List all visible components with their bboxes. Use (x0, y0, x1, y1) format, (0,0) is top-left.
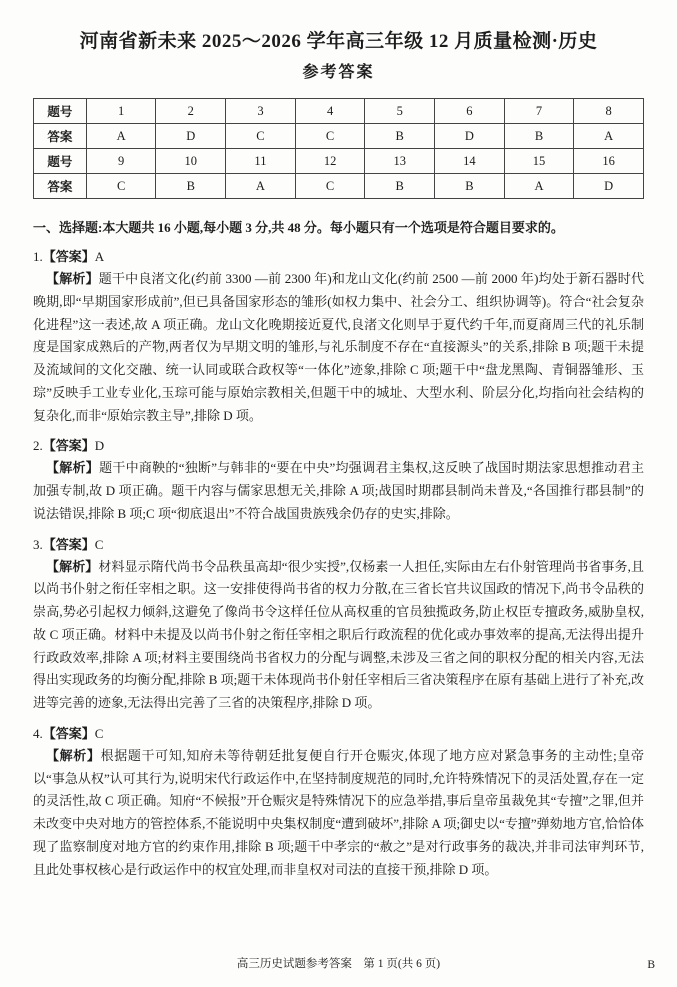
table-row (34, 174, 644, 199)
question-number-cell: 14 (435, 149, 505, 174)
question-number-cell: 3 (226, 99, 296, 124)
question-number-cell: 2 (156, 99, 226, 124)
question-number-cell: 11 (226, 149, 296, 174)
question-number-cell: 10 (156, 149, 226, 174)
answer-label: 【答案】 (42, 249, 95, 264)
analysis-text: 根据题干可知,知府未等待朝廷批复便自行开仓赈灾,体现了地方应对紧急事务的主动性;皇帝以“事急从权”认可其行为,说明宋代行政运作中,在坚持制度规范的同时,允许特殊情况下的灵活处置,存在一定的灵活性,故 C 项正确。知府“不候报”开仓赈灾是特殊情况下的应急举措,事后皇帝虽裁免其“专擅”之罪,但并未改变中央对地方的管控体系,不能说明中央集权制度“遭到破坏”,排除 A 项;御史以“专擅”弹劾地方官,恰恰体现了监察制度对地方官的约束作用,排除 B 项;题干中孝宗的“赦之”是对行政事务的裁决,并非司法审判环节,且此处事权核心是行政运作中的权宜处理,而非皇权对司法的直接干预,排除 D 项。 (33, 747, 644, 877)
question-number: 4. (33, 725, 43, 741)
answer-cell: B (365, 174, 435, 199)
answer-cell: B (435, 174, 505, 199)
analysis-label: 【解析】 (46, 747, 101, 763)
question-number-cell: 16 (574, 149, 644, 174)
answer-cell: C (86, 174, 156, 199)
answer-cell: B (156, 174, 226, 199)
question-block-3 (33, 534, 644, 715)
footer-text: 高三历史试题参考答案 第 1 页(共 6 页) (236, 958, 441, 970)
answer-table (33, 98, 644, 199)
answer-cell: D (156, 124, 226, 149)
row-label: 答案 (34, 174, 87, 199)
page-footer (0, 955, 677, 971)
answer-cell: D (574, 174, 644, 199)
answer-letter: A (94, 249, 105, 264)
answer-cell: B (365, 124, 435, 149)
question-answer-line (33, 723, 644, 742)
analysis-label: 【解析】 (46, 558, 99, 574)
question-number-cell: 8 (574, 99, 644, 124)
answer-cell: C (226, 124, 296, 149)
question-answer-line (33, 435, 644, 454)
paper-version-code: B (647, 959, 655, 971)
answer-label: 【答案】 (42, 536, 95, 552)
answer-cell: A (504, 174, 574, 199)
table-row (34, 149, 644, 174)
analysis-paragraph (33, 745, 644, 882)
analysis-text: 题干中商鞅的“独断”与韩非的“要在中央”均强调君主集权,这反映了战国时期法家思想推动君主加强专制,故 D 项正确。题干内容与儒家思想无关,排除 A 项;战国时期郡县制尚未普及,“各国推行郡县制”的说法错误,排除 B 项;C 项“彻底退出”不符合战国贵族残余仍存的史实,排除。 (33, 460, 644, 521)
answer-letter: D (94, 438, 105, 454)
page-subtitle: 参考答案 (302, 64, 375, 81)
analysis-label: 【解析】 (46, 271, 99, 286)
question-number-cell: 4 (295, 99, 365, 124)
answer-label: 【答案】 (42, 725, 95, 741)
question-number-cell: 13 (365, 149, 435, 174)
question-number-cell: 15 (504, 149, 574, 174)
answer-cell: A (574, 124, 644, 149)
answer-letter: C (94, 536, 104, 552)
question-number-cell: 12 (295, 149, 365, 174)
question-answer-line (33, 534, 644, 553)
question-number-cell: 9 (86, 149, 156, 174)
question-block-4 (33, 723, 644, 882)
analysis-paragraph (33, 457, 644, 525)
answer-cell: B (504, 124, 574, 149)
question-number-cell: 5 (365, 99, 435, 124)
question-number-cell: 6 (435, 99, 505, 124)
answer-cell: D (435, 124, 505, 149)
analysis-text: 材料显示隋代尚书令品秩虽高却“很少实授”,仅杨素一人担任,实际由左右仆射管理尚书省事务,且以尚书仆射之衔任宰相之职。这一安排使得尚书省的权力分散,在三省长官共议国政的情况下,尚书令品秩的崇高,势必引起权力倾斜,这避免了像尚书令这样任位从高权重的官员独揽政务,防止权臣专擅政务,威胁皇权,故 C 项正确。材料中未提及以尚书仆射之衔任宰相之职后行政流程的优化或办事效率的提高,无法得出提升行政政效率,排除 A 项;材料主要围绕尚书省权力的分配与调整,未涉及三省之间的职权分配的相关内容,无法得出实现政务的均衡分配,排除 B 项;题干未体现尚书仆射任宰相后三省决策程序在原有基础上进行了补充,改进等完善的迹象,无法得出完善了三省的决策程序,排除 D 项。 (33, 558, 644, 710)
analysis-label: 【解析】 (46, 460, 100, 476)
answer-letter: C (94, 725, 104, 741)
row-label: 答案 (34, 124, 87, 149)
question-number: 3. (33, 536, 43, 552)
answer-cell: C (295, 174, 365, 199)
question-number: 1. (33, 249, 43, 264)
page-title: 河南省新未来 2025～2026 学年高三年级 12 月质量检测·历史 (79, 31, 598, 52)
section-heading: 一、选择题:本大题共 16 小题,每小题 3 分,共 48 分。每小题只有一个选项是符合题目要求的。 (33, 220, 564, 235)
question-number: 2. (33, 438, 43, 454)
analysis-text: 题干中良渚文化(约前 3300 —前 2300 年)和龙山文化(约前 2500 —前 2000 年)均处于新石器时代晚期,即“早期国家形成前”,但已具备国家形态的雏形(如权力集中、社会分工、组织协调等)。符合“社会复杂化进程”这一表述,故 A 项正确。龙山文化晚期接近夏代,良渚文化则早于夏代约千年,而夏商周三代的礼乐制度是国家成熟后的产物,两者仅为早期文明的雏形,与礼乐制度不存在“直接源头”的关系,排除 B 项;题干未提及流域间的文化交融、统一认同或联合政权等“一体化”迹象,排除 C 项;题干中“盘龙黑陶、青铜器雏形、玉琮”反映手工业专业化,玉琮可能与原始宗教相关,但题干中的城址、大型水利、阶层分化,均指向社会结构的复杂化,而非“原始宗教主导”,排除 D 项。 (33, 271, 644, 423)
answer-cell: C (295, 124, 365, 149)
answer-label: 【答案】 (42, 438, 95, 454)
row-label: 题号 (34, 149, 87, 174)
analysis-paragraph (33, 556, 644, 715)
answer-cell: A (226, 174, 296, 199)
table-row (34, 124, 644, 149)
question-answer-line (33, 246, 644, 265)
question-block-1 (33, 246, 644, 427)
answer-cell: A (86, 124, 156, 149)
question-block-2 (33, 435, 644, 525)
table-row (34, 99, 644, 124)
question-number-cell: 1 (86, 99, 156, 124)
row-label: 题号 (34, 99, 87, 124)
analysis-paragraph (33, 268, 644, 427)
question-number-cell: 7 (504, 99, 574, 124)
